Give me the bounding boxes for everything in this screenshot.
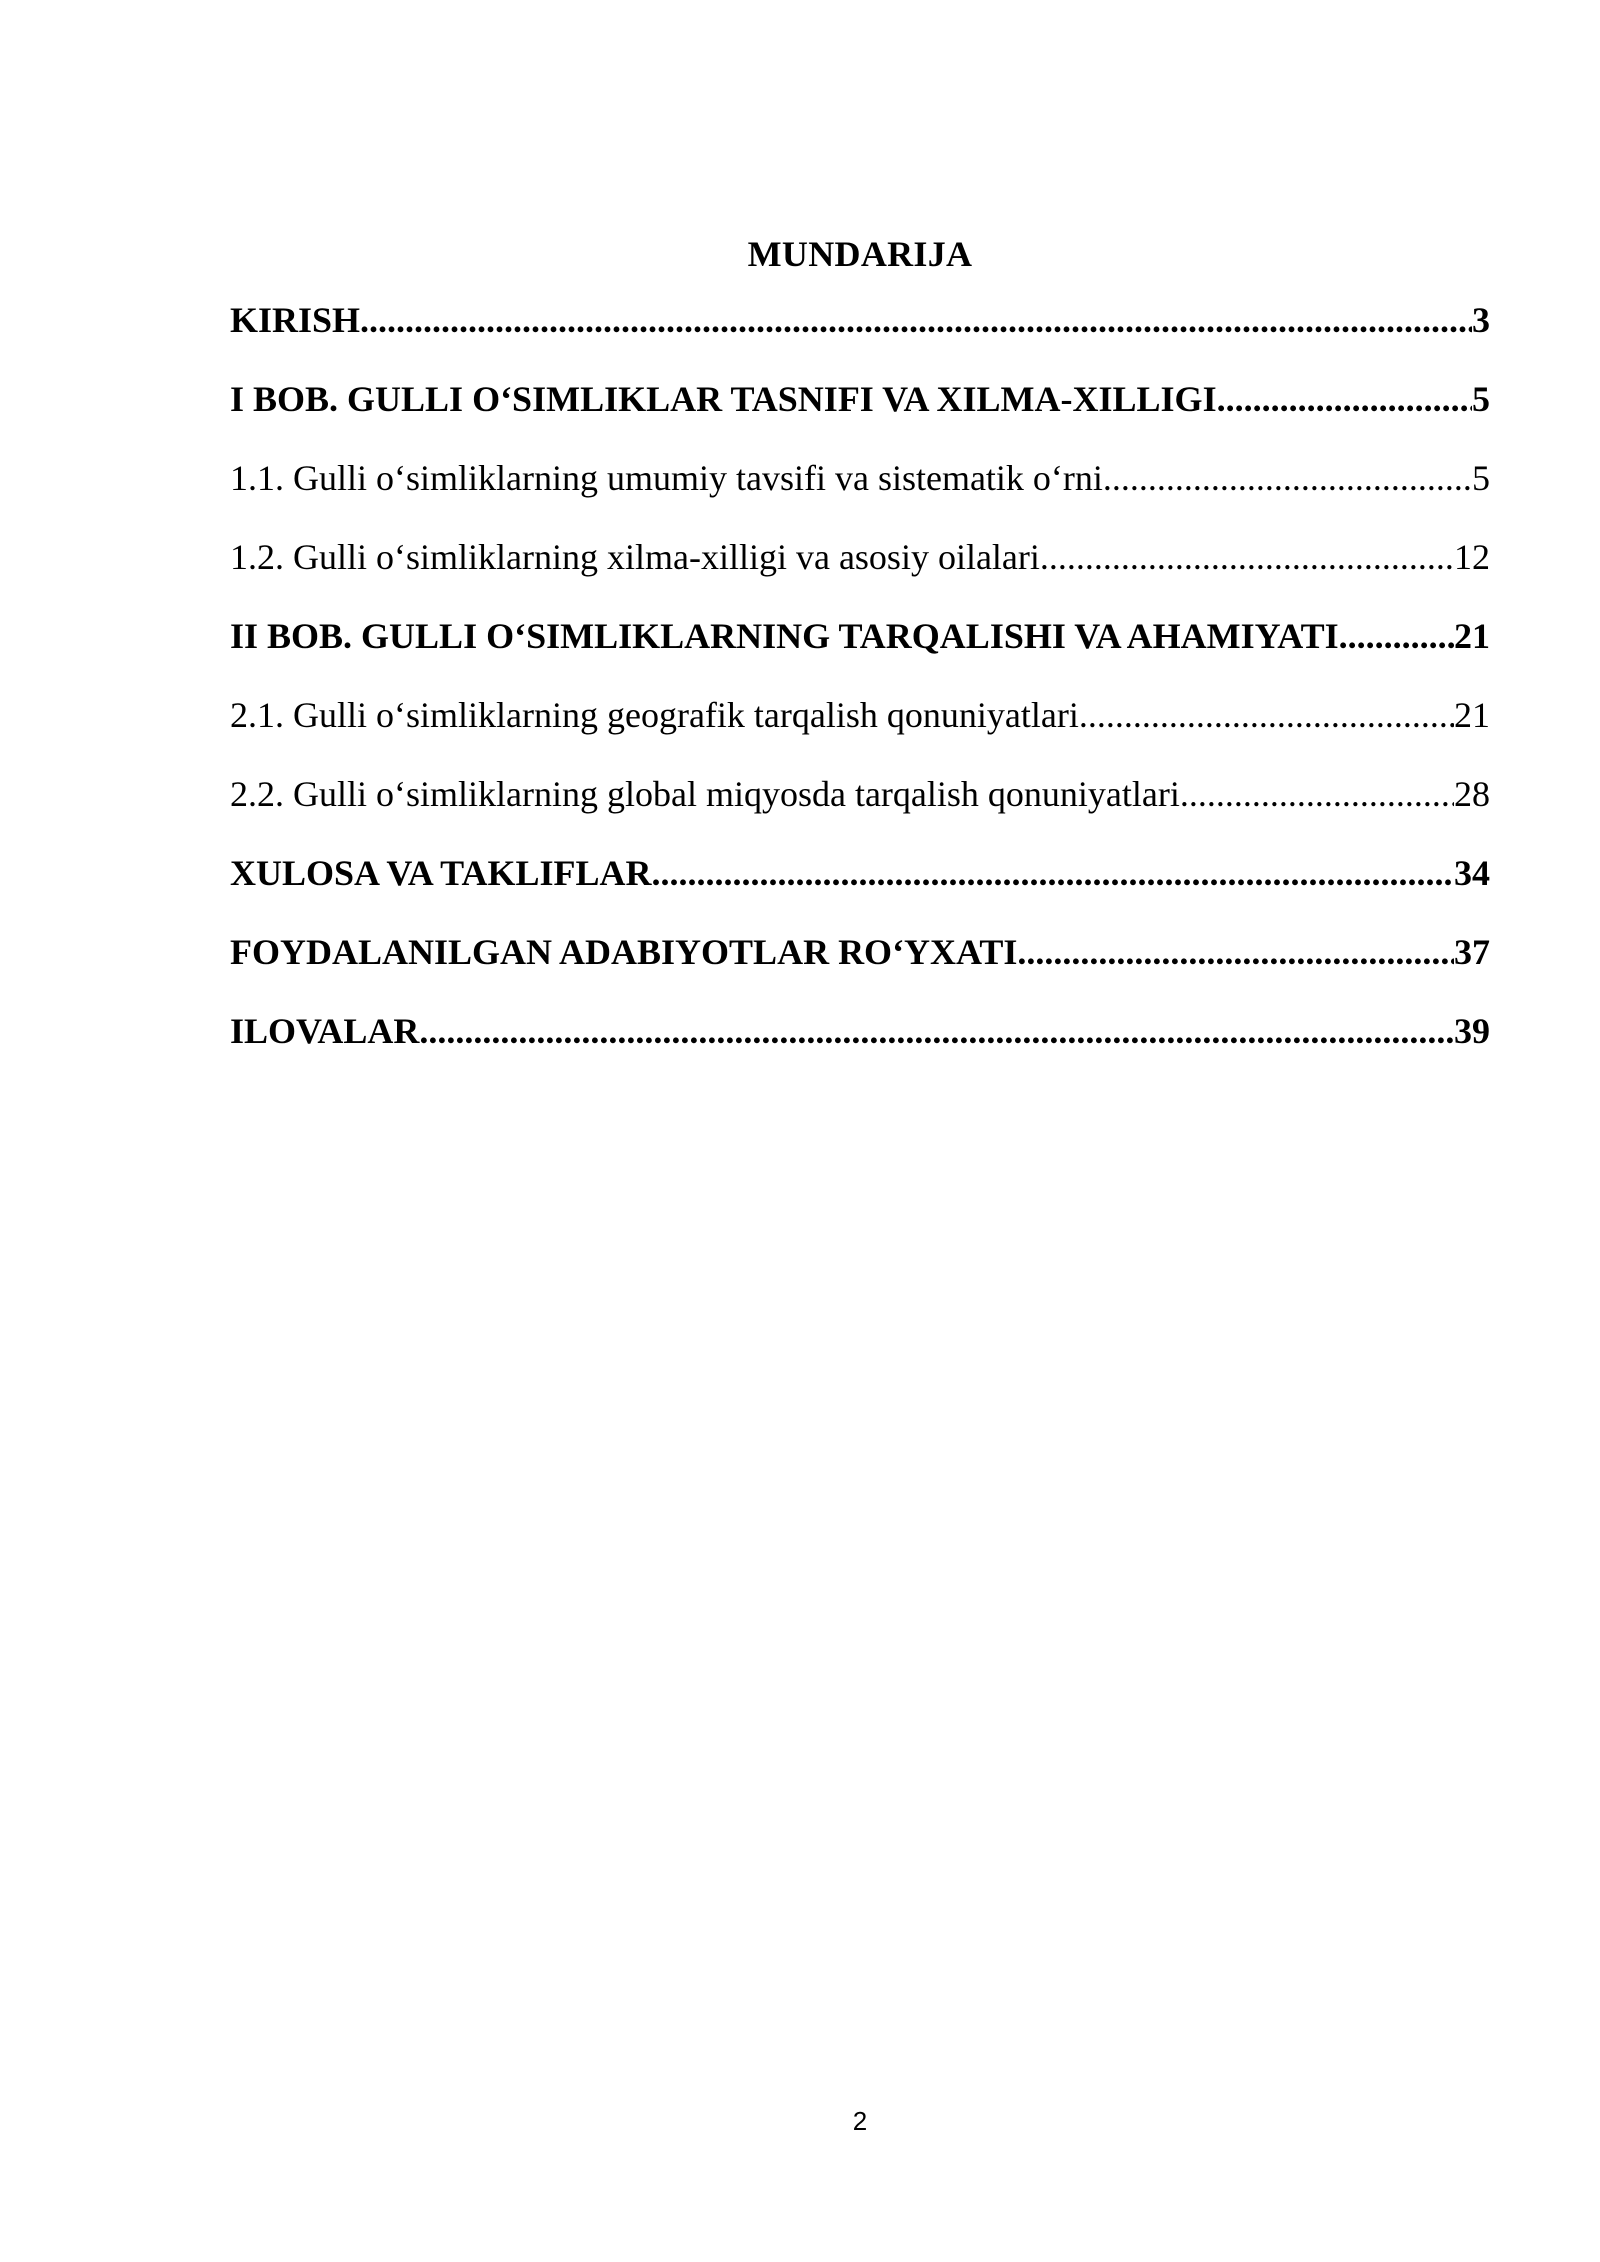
toc-entry-page: 28 — [1454, 774, 1490, 814]
toc-entry-label: XULOSA VA TAKLIFLAR — [230, 853, 652, 893]
dot-leader — [1339, 614, 1454, 658]
page-number: 2 — [852, 2106, 868, 2136]
dot-leader — [1180, 772, 1454, 816]
toc-entry-kirish[interactable] — [230, 298, 1490, 377]
dot-leader — [419, 1009, 1454, 1053]
toc-entry-page: 5 — [1472, 458, 1490, 498]
dot-leader — [651, 851, 1454, 895]
toc-entry-label: I BOB. GULLI O‘SIMLIKLAR TASNIFI VA XILMA-XILLIGI — [230, 379, 1217, 419]
toc-entry-page: 34 — [1454, 853, 1490, 893]
toc-title: MUNDARIJA — [747, 234, 973, 274]
toc-entry-appendices[interactable] — [230, 1009, 1490, 1088]
toc-entry-label: FOYDALANILGAN ADABIYOTLAR RO‘YXATI — [230, 932, 1018, 972]
dot-leader — [1017, 930, 1454, 974]
toc-entry-label: II BOB. GULLI O‘SIMLIKLARNING TARQALISHI VA AHAMIYATI — [230, 616, 1339, 656]
table-of-contents — [230, 298, 1490, 1088]
toc-entry-page: 39 — [1454, 1011, 1490, 1051]
toc-entry-chapter-2[interactable] — [230, 614, 1490, 693]
toc-entry-page: 3 — [1472, 300, 1490, 340]
toc-entry-section-1-2[interactable] — [230, 535, 1490, 614]
toc-entry-references[interactable] — [230, 930, 1490, 1009]
toc-entry-section-1-1[interactable] — [230, 456, 1490, 535]
dot-leader — [1103, 456, 1472, 500]
toc-entry-label: KIRISH — [230, 300, 361, 340]
toc-entry-chapter-1[interactable] — [230, 377, 1490, 456]
toc-entry-conclusion[interactable] — [230, 851, 1490, 930]
toc-entry-label: 2.2. Gulli o‘simliklarning global miqyosda tarqalish qonuniyatlari — [230, 774, 1180, 814]
dot-leader — [1079, 693, 1454, 737]
toc-entry-label: 2.1. Gulli o‘simliklarning geografik tarqalish qonuniyatlari — [230, 695, 1079, 735]
toc-entry-label: 1.1. Gulli o‘simliklarning umumiy tavsifi va sistematik o‘rni — [230, 458, 1103, 498]
toc-entry-section-2-2[interactable] — [230, 772, 1490, 851]
dot-leader — [360, 298, 1472, 342]
toc-entry-label: 1.2. Gulli o‘simliklarning xilma-xilligi va asosiy oilalari — [230, 537, 1040, 577]
toc-entry-label: ILOVALAR — [230, 1011, 420, 1051]
toc-entry-section-2-1[interactable] — [230, 693, 1490, 772]
toc-entry-page: 12 — [1454, 537, 1490, 577]
dot-leader — [1217, 377, 1472, 421]
toc-entry-page: 5 — [1472, 379, 1490, 419]
dot-leader — [1040, 535, 1454, 579]
toc-entry-page: 21 — [1454, 695, 1490, 735]
toc-entry-page: 37 — [1454, 932, 1490, 972]
toc-entry-page: 21 — [1454, 616, 1490, 656]
